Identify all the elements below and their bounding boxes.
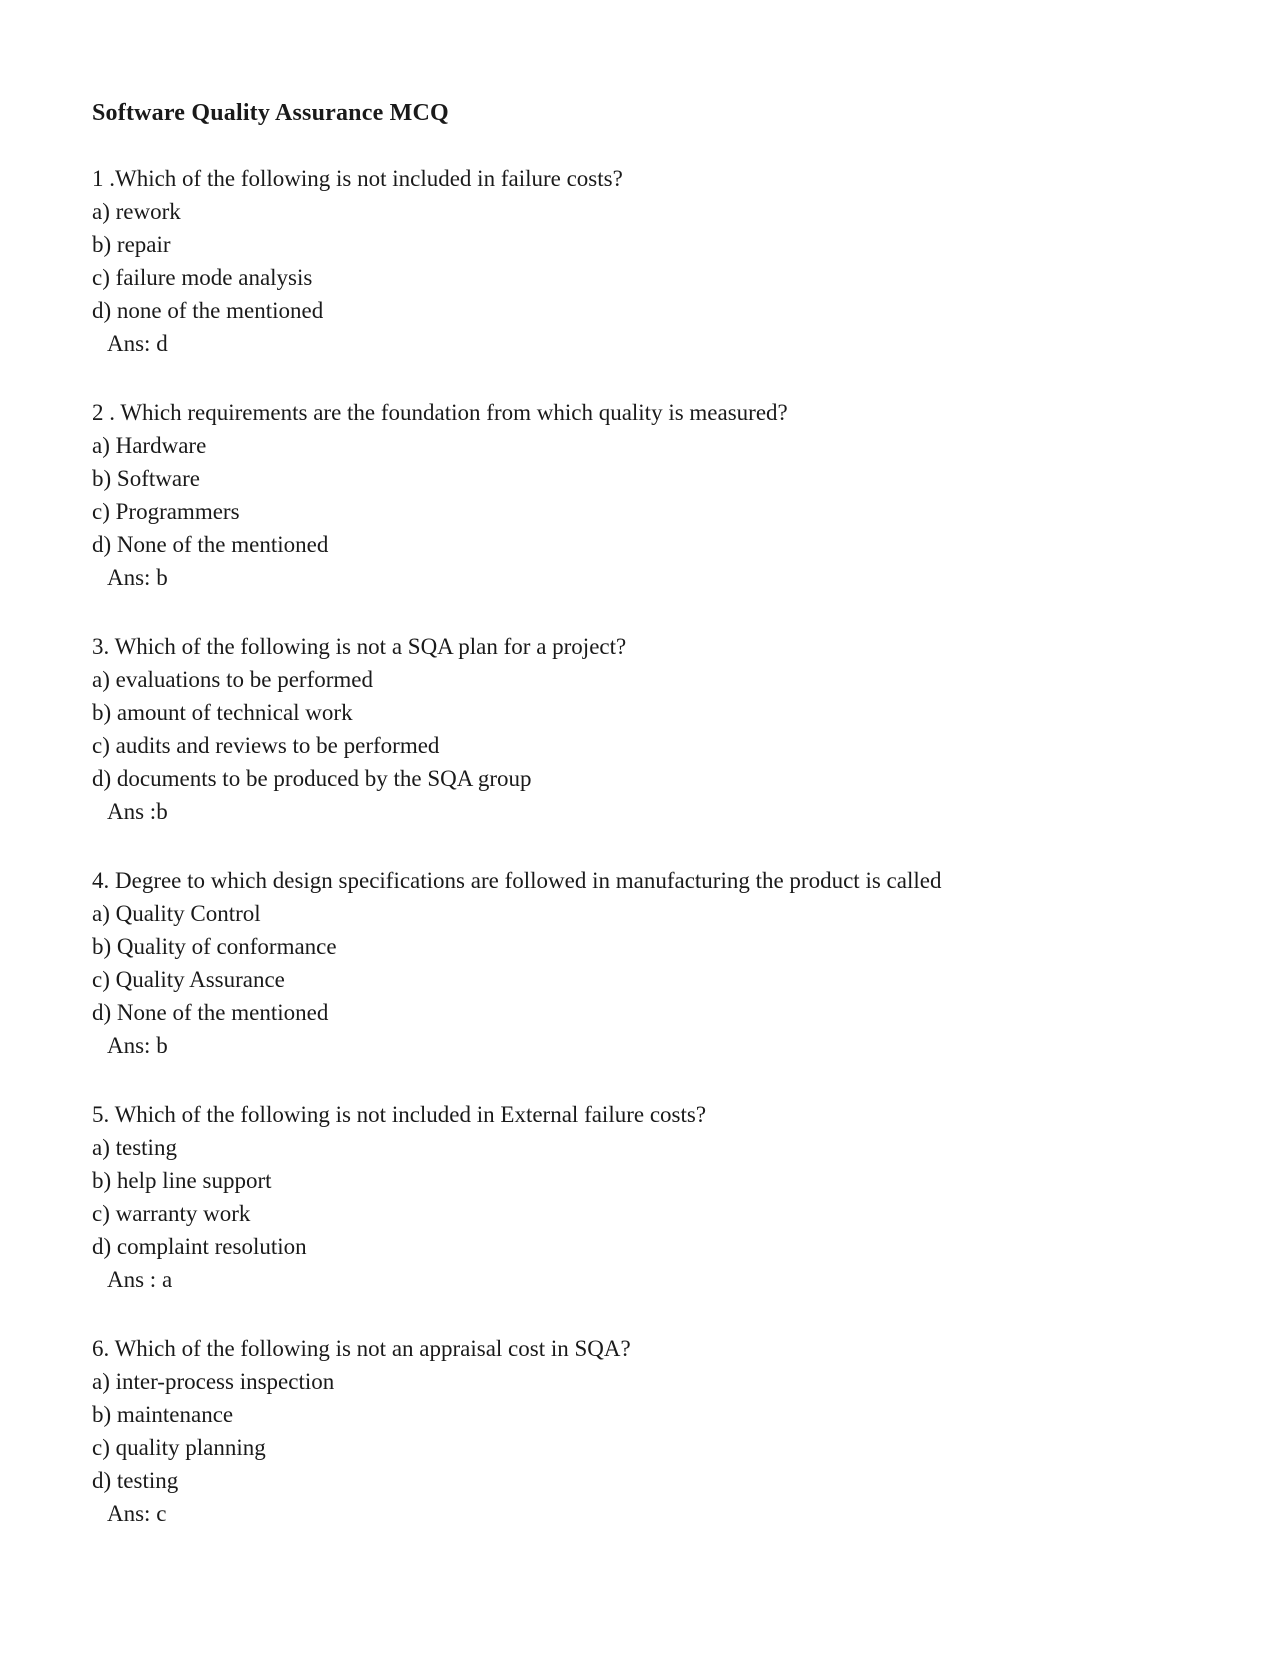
option-b: b) help line support <box>92 1168 272 1193</box>
option-b: b) maintenance <box>92 1402 234 1427</box>
option-c: c) quality planning <box>92 1435 266 1460</box>
answer-key: Ans: d <box>107 331 168 356</box>
option-b: b) Quality of conformance <box>92 934 337 959</box>
document-page <box>92 98 1192 1566</box>
option-a: a) rework <box>92 199 181 224</box>
option-a: a) Hardware <box>92 433 207 458</box>
option-b: b) repair <box>92 232 171 257</box>
option-d: d) None of the mentioned <box>92 532 329 557</box>
option-d: d) None of the mentioned <box>92 1000 329 1025</box>
question-text: 4. Degree to which design specifications are followed in manufacturing the product is called <box>92 868 942 893</box>
question-text: 6. Which of the following is not an appraisal cost in SQA? <box>92 1336 631 1361</box>
question-text: 1 .Which of the following is not included in failure costs? <box>92 166 623 191</box>
question-1 <box>92 162 1192 360</box>
option-a: a) evaluations to be performed <box>92 667 373 692</box>
question-3 <box>92 630 1192 828</box>
question-4 <box>92 864 1192 1062</box>
option-c: c) audits and reviews to be performed <box>92 733 440 758</box>
option-a: a) Quality Control <box>92 901 261 926</box>
option-a: a) testing <box>92 1135 177 1160</box>
question-5 <box>92 1098 1192 1296</box>
option-a: a) inter-process inspection <box>92 1369 335 1394</box>
question-text: 5. Which of the following is not included in External failure costs? <box>92 1102 707 1127</box>
document-title: Software Quality Assurance MCQ <box>92 100 449 126</box>
question-2 <box>92 396 1192 594</box>
option-c: c) Quality Assurance <box>92 967 285 992</box>
answer-key: Ans: b <box>107 565 168 590</box>
option-b: b) Software <box>92 466 200 491</box>
option-c: c) warranty work <box>92 1201 251 1226</box>
question-6 <box>92 1332 1192 1530</box>
option-d: d) testing <box>92 1468 179 1493</box>
option-d: d) complaint resolution <box>92 1234 307 1259</box>
question-text: 2 . Which requirements are the foundation from which quality is measured? <box>92 400 788 425</box>
question-text: 3. Which of the following is not a SQA plan for a project? <box>92 634 627 659</box>
option-b: b) amount of technical work <box>92 700 353 725</box>
answer-key: Ans: b <box>107 1033 168 1058</box>
answer-key: Ans :b <box>107 799 168 824</box>
option-d: d) none of the mentioned <box>92 298 324 323</box>
option-c: c) Programmers <box>92 499 240 524</box>
answer-key: Ans: c <box>107 1501 167 1526</box>
option-c: c) failure mode analysis <box>92 265 313 290</box>
option-d: d) documents to be produced by the SQA group <box>92 766 532 791</box>
answer-key: Ans : a <box>107 1267 173 1292</box>
